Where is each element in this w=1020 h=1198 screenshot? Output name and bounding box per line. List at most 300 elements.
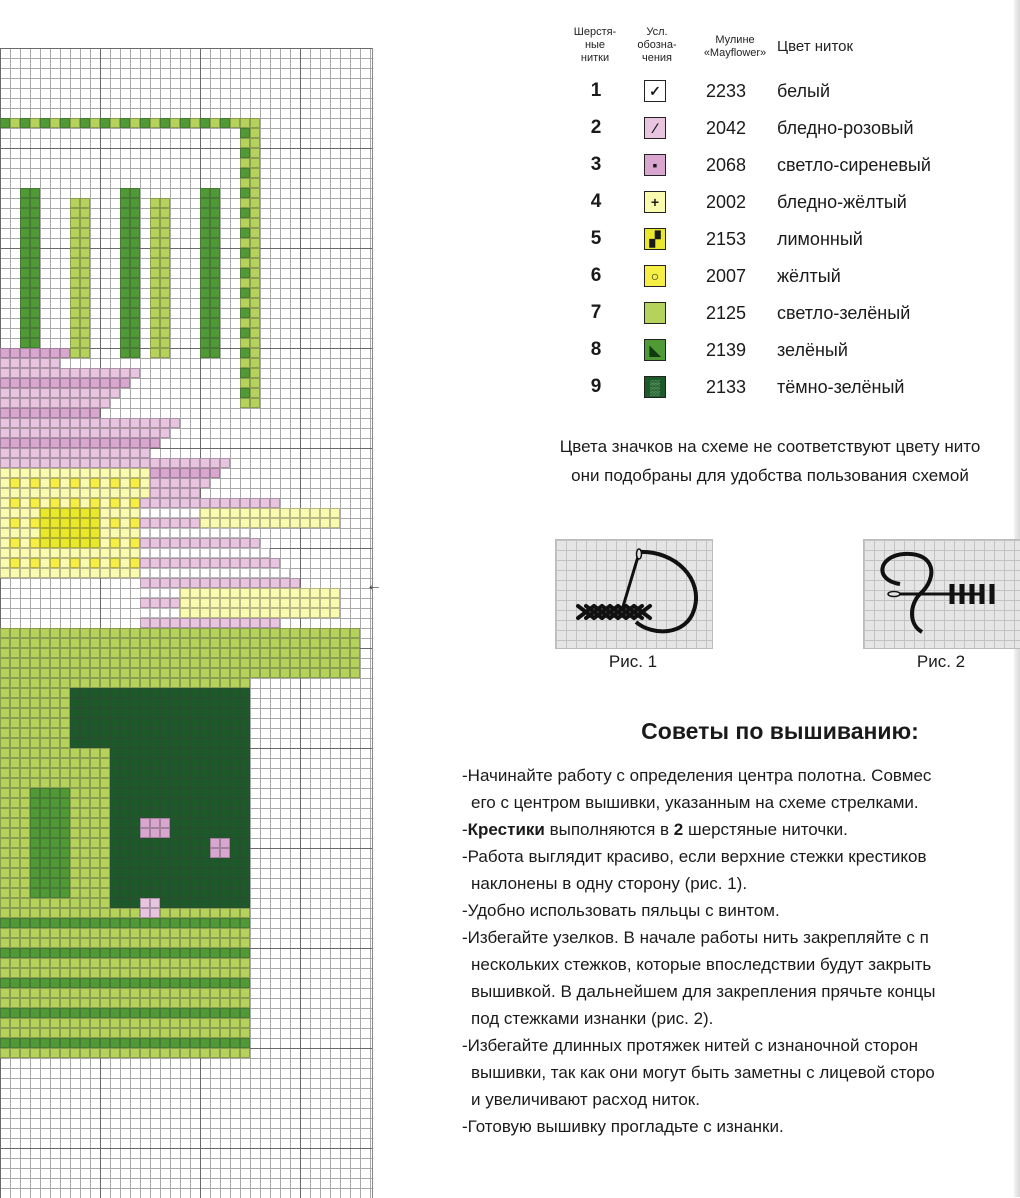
- stitch-cell: [20, 1008, 30, 1018]
- stitch-cell: [110, 738, 120, 748]
- stitch-cell: [240, 248, 250, 258]
- stitch-cell: [260, 648, 270, 658]
- stitch-cell: [80, 548, 90, 558]
- stitch-cell: [130, 908, 140, 918]
- stitch-cell: [230, 748, 240, 758]
- stitch-cell: [180, 678, 190, 688]
- stitch-cell: [140, 508, 150, 518]
- stitch-cell: [10, 908, 20, 918]
- stitch-cell: [170, 738, 180, 748]
- stitch-cell: [180, 648, 190, 658]
- stitch-cell: [180, 498, 190, 508]
- stitch-cell: [110, 118, 120, 128]
- stitch-cell: [230, 688, 240, 698]
- stitch-cell: [90, 1018, 100, 1028]
- stitch-cell: [180, 888, 190, 898]
- stitch-cell: [140, 458, 150, 468]
- stitch-cell: [200, 458, 210, 468]
- stitch-cell: [270, 578, 280, 588]
- stitch-cell: [190, 1008, 200, 1018]
- legend-number: 5: [590, 228, 602, 249]
- stitch-cell: [150, 658, 160, 668]
- stitch-cell: [80, 238, 90, 248]
- stitch-cell: [40, 1038, 50, 1048]
- stitch-cell: [140, 788, 150, 798]
- stitch-cell: [140, 618, 150, 628]
- stitch-cell: [160, 498, 170, 508]
- stitch-cell: [100, 838, 110, 848]
- stitch-cell: [240, 358, 250, 368]
- stitch-cell: [70, 408, 80, 418]
- stitch-cell: [200, 558, 210, 568]
- stitch-cell: [250, 598, 260, 608]
- stitch-cell: [220, 918, 230, 928]
- stitch-cell: [90, 728, 100, 738]
- stitch-cell: [200, 688, 210, 698]
- stitch-cell: [150, 328, 160, 338]
- stitch-cell: [310, 518, 320, 528]
- stitch-cell: [150, 948, 160, 958]
- stitch-cell: [190, 1028, 200, 1038]
- stitch-cell: [250, 198, 260, 208]
- stitch-cell: [60, 718, 70, 728]
- stitch-cell: [170, 468, 180, 478]
- stitch-cell: [140, 608, 150, 618]
- stitch-cell: [190, 608, 200, 618]
- stitch-cell: [190, 788, 200, 798]
- stitch-cell: [220, 528, 230, 538]
- stitch-cell: [210, 1038, 220, 1048]
- stitch-cell: [70, 1018, 80, 1028]
- stitch-cell: [110, 458, 120, 468]
- stitch-cell: [250, 538, 260, 548]
- stitch-cell: [50, 708, 60, 718]
- legend-color-name: тёмно-зелёный: [777, 377, 905, 397]
- stitch-cell: [140, 528, 150, 538]
- legend-number: 1: [590, 80, 602, 101]
- stitch-cell: [330, 638, 340, 648]
- legend-row: [560, 224, 990, 254]
- stitch-cell: [220, 838, 230, 848]
- stitch-cell: [140, 768, 150, 778]
- stitch-cell: [10, 918, 20, 928]
- stitch-cell: [210, 558, 220, 568]
- stitch-cell: [60, 958, 70, 968]
- stitch-cell: [250, 258, 260, 268]
- stitch-cell: [110, 678, 120, 688]
- stitch-cell: [10, 638, 20, 648]
- stitch-cell: [0, 868, 10, 878]
- stitch-cell: [70, 348, 80, 358]
- stitch-cell: [220, 908, 230, 918]
- figure-thread-securing-illustration: [863, 539, 1020, 649]
- stitch-cell: [130, 1038, 140, 1048]
- stitch-cell: [80, 1008, 90, 1018]
- stitch-cell: [150, 248, 160, 258]
- stitch-cell: [140, 898, 150, 908]
- stitch-cell: [320, 518, 330, 528]
- stitch-cell: [250, 168, 260, 178]
- needle-thread-under-stitches-icon: [864, 540, 1020, 648]
- stitch-cell: [250, 568, 260, 578]
- stitch-cell: [30, 238, 40, 248]
- stitch-cell: [180, 908, 190, 918]
- swatch-lemon-icon: [644, 228, 666, 250]
- stitch-cell: [30, 788, 40, 798]
- stitch-cell: [160, 538, 170, 548]
- stitch-cell: [90, 538, 100, 548]
- stitch-cell: [170, 638, 180, 648]
- stitch-cell: [140, 628, 150, 638]
- stitch-cell: [240, 1028, 250, 1038]
- stitch-cell: [10, 808, 20, 818]
- stitch-cell: [60, 708, 70, 718]
- stitch-cell: [140, 838, 150, 848]
- stitch-cell: [10, 528, 20, 538]
- stitch-cell: [90, 948, 100, 958]
- stitch-cell: [230, 538, 240, 548]
- legend-glyph: ○: [650, 268, 660, 284]
- stitch-cell: [230, 608, 240, 618]
- stitch-cell: [220, 498, 230, 508]
- stitch-cell: [60, 808, 70, 818]
- stitch-cell: [270, 498, 280, 508]
- stitch-cell: [140, 868, 150, 878]
- stitch-cell: [40, 488, 50, 498]
- stitch-cell: [60, 398, 70, 408]
- stitch-cell: [150, 928, 160, 938]
- stitch-cell: [180, 758, 190, 768]
- stitch-cell: [340, 668, 350, 678]
- stitch-cell: [120, 308, 130, 318]
- stitch-cell: [210, 938, 220, 948]
- legend-color-name: белый: [777, 81, 831, 101]
- stitch-cell: [30, 208, 40, 218]
- stitch-cell: [260, 608, 270, 618]
- stitch-cell: [260, 638, 270, 648]
- stitch-cell: [180, 998, 190, 1008]
- stitch-cell: [120, 468, 130, 478]
- stitch-cell: [190, 578, 200, 588]
- stitch-cell: [170, 778, 180, 788]
- stitch-cell: [160, 558, 170, 568]
- stitch-cell: [210, 698, 220, 708]
- stitch-cell: [160, 268, 170, 278]
- stitch-cell: [80, 978, 90, 988]
- stitch-cell: [150, 208, 160, 218]
- stitch-cell: [70, 318, 80, 328]
- stitch-cell: [80, 688, 90, 698]
- stitch-cell: [80, 298, 90, 308]
- stitch-cell: [110, 688, 120, 698]
- stitch-cell: [220, 998, 230, 1008]
- stitch-cell: [60, 908, 70, 918]
- stitch-cell: [100, 788, 110, 798]
- stitch-cell: [230, 848, 240, 858]
- stitch-cell: [240, 578, 250, 588]
- stitch-cell: [20, 318, 30, 328]
- stitch-cell: [20, 688, 30, 698]
- stitch-cell: [130, 948, 140, 958]
- stitch-cell: [110, 368, 120, 378]
- stitch-cell: [200, 218, 210, 228]
- stitch-cell: [0, 738, 10, 748]
- stitch-cell: [80, 778, 90, 788]
- stitch-cell: [180, 518, 190, 528]
- stitch-cell: [120, 708, 130, 718]
- stitch-cell: [250, 338, 260, 348]
- stitch-cell: [50, 538, 60, 548]
- stitch-cell: [10, 498, 20, 508]
- stitch-cell: [130, 968, 140, 978]
- stitch-cell: [160, 918, 170, 928]
- stitch-cell: [60, 458, 70, 468]
- stitch-cell: [10, 708, 20, 718]
- stitch-cell: [110, 1028, 120, 1038]
- stitch-cell: [10, 858, 20, 868]
- stitch-cell: [200, 258, 210, 268]
- stitch-cell: [170, 1048, 180, 1058]
- stitch-cell: [130, 458, 140, 468]
- stitch-cell: [0, 478, 10, 488]
- stitch-cell: [90, 418, 100, 428]
- stitch-cell: [60, 658, 70, 668]
- stitch-cell: [210, 808, 220, 818]
- stitch-cell: [220, 778, 230, 788]
- stitch-cell: [150, 258, 160, 268]
- stitch-cell: [220, 538, 230, 548]
- stitch-cell: [160, 868, 170, 878]
- stitch-cell: [70, 798, 80, 808]
- stitch-cell: [70, 268, 80, 278]
- stitch-cell: [230, 648, 240, 658]
- stitch-cell: [70, 298, 80, 308]
- stitch-cell: [140, 858, 150, 868]
- stitch-cell: [80, 988, 90, 998]
- stitch-cell: [120, 498, 130, 508]
- stitch-cell: [170, 678, 180, 688]
- stitch-cell: [130, 928, 140, 938]
- stitch-cell: [40, 708, 50, 718]
- stitch-cell: [80, 698, 90, 708]
- stitch-cell: [20, 678, 30, 688]
- stitch-cell: [40, 1008, 50, 1018]
- stitch-cell: [120, 478, 130, 488]
- stitch-cell: [120, 328, 130, 338]
- stitch-cell: [100, 418, 110, 428]
- stitch-cell: [240, 308, 250, 318]
- stitch-cell: [170, 988, 180, 998]
- stitch-cell: [180, 818, 190, 828]
- stitch-cell: [20, 928, 30, 938]
- stitch-cell: [40, 718, 50, 728]
- stitch-cell: [30, 188, 40, 198]
- stitch-cell: [130, 988, 140, 998]
- stitch-cell: [180, 858, 190, 868]
- stitch-cell: [250, 148, 260, 158]
- stitch-cell: [120, 858, 130, 868]
- stitch-cell: [110, 928, 120, 938]
- stitch-cell: [160, 338, 170, 348]
- stitch-cell: [80, 888, 90, 898]
- stitch-cell: [240, 818, 250, 828]
- stitch-cell: [150, 458, 160, 468]
- stitch-cell: [270, 628, 280, 638]
- stitch-cell: [130, 558, 140, 568]
- stitch-cell: [80, 398, 90, 408]
- stitch-cell: [130, 298, 140, 308]
- stitch-cell: [150, 988, 160, 998]
- stitch-cell: [120, 258, 130, 268]
- stitch-cell: [40, 378, 50, 388]
- stitch-cell: [0, 828, 10, 838]
- stitch-cell: [210, 1008, 220, 1018]
- stitch-cell: [210, 998, 220, 1008]
- stitch-cell: [190, 638, 200, 648]
- stitch-cell: [180, 938, 190, 948]
- stitch-cell: [230, 798, 240, 808]
- stitch-cell: [170, 848, 180, 858]
- stitch-cell: [210, 858, 220, 868]
- stitch-cell: [70, 668, 80, 678]
- stitch-cell: [40, 678, 50, 688]
- stitch-cell: [60, 518, 70, 528]
- stitch-cell: [90, 778, 100, 788]
- stitch-cell: [200, 998, 210, 1008]
- stitch-cell: [220, 718, 230, 728]
- stitch-cell: [150, 278, 160, 288]
- stitch-cell: [130, 268, 140, 278]
- stitch-cell: [100, 968, 110, 978]
- stitch-cell: [220, 938, 230, 948]
- stitch-cell: [190, 468, 200, 478]
- stitch-cell: [70, 628, 80, 638]
- stitch-cell: [20, 388, 30, 398]
- stitch-cell: [200, 678, 210, 688]
- tip-line: нескольких стежков, которые впоследствии будут закрыть: [471, 955, 932, 974]
- stitch-cell: [140, 568, 150, 578]
- stitch-cell: [80, 518, 90, 528]
- stitch-cell: [140, 578, 150, 588]
- stitch-cell: [20, 358, 30, 368]
- stitch-cell: [190, 808, 200, 818]
- stitch-cell: [0, 558, 10, 568]
- stitch-cell: [210, 868, 220, 878]
- stitch-cell: [20, 838, 30, 848]
- stitch-cell: [60, 768, 70, 778]
- stitch-cell: [0, 1008, 10, 1018]
- stitch-cell: [30, 628, 40, 638]
- tip-line: -Работа выглядит красиво, если верхние стежки крестиков: [462, 847, 927, 866]
- stitch-cell: [150, 818, 160, 828]
- stitch-cell: [70, 938, 80, 948]
- stitch-cell: [130, 278, 140, 288]
- stitch-cell: [70, 448, 80, 458]
- stitch-cell: [260, 628, 270, 638]
- stitch-cell: [40, 988, 50, 998]
- stitch-cell: [160, 638, 170, 648]
- stitch-cell: [40, 358, 50, 368]
- stitch-cell: [150, 628, 160, 638]
- stitch-cell: [230, 628, 240, 638]
- stitch-cell: [130, 628, 140, 638]
- stitch-cell: [290, 668, 300, 678]
- stitch-cell: [290, 598, 300, 608]
- stitch-cell: [230, 588, 240, 598]
- stitch-cell: [100, 808, 110, 818]
- stitch-cell: [140, 1048, 150, 1058]
- stitch-cell: [50, 568, 60, 578]
- stitch-cell: [80, 198, 90, 208]
- stitch-cell: [160, 208, 170, 218]
- stitch-cell: [110, 648, 120, 658]
- stitch-cell: [240, 848, 250, 858]
- stitch-cell: [90, 828, 100, 838]
- swatch-pale-yellow-icon: [644, 191, 666, 213]
- stitch-cell: [130, 328, 140, 338]
- stitch-cell: [250, 608, 260, 618]
- stitch-cell: [60, 888, 70, 898]
- stitch-cell: [130, 1018, 140, 1028]
- stitch-cell: [80, 678, 90, 688]
- stitch-cell: [120, 488, 130, 498]
- stitch-cell: [40, 878, 50, 888]
- stitch-cell: [310, 508, 320, 518]
- stitch-cell: [0, 378, 10, 388]
- stitch-cell: [0, 1018, 10, 1028]
- stitch-cell: [230, 1048, 240, 1058]
- stitch-cell: [250, 618, 260, 628]
- stitch-cell: [240, 978, 250, 988]
- stitch-cell: [200, 248, 210, 258]
- stitch-cell: [120, 938, 130, 948]
- stitch-cell: [210, 198, 220, 208]
- stitch-cell: [160, 858, 170, 868]
- stitch-cell: [230, 1018, 240, 1028]
- stitch-cell: [60, 368, 70, 378]
- stitch-cell: [130, 998, 140, 1008]
- stitch-cell: [210, 318, 220, 328]
- stitch-cell: [100, 1018, 110, 1028]
- stitch-cell: [20, 538, 30, 548]
- stitch-cell: [90, 498, 100, 508]
- stitch-cell: [120, 928, 130, 938]
- stitch-cell: [190, 728, 200, 738]
- stitch-cell: [90, 438, 100, 448]
- stitch-cell: [280, 648, 290, 658]
- stitch-cell: [190, 688, 200, 698]
- stitch-cell: [330, 628, 340, 638]
- stitch-cell: [150, 698, 160, 708]
- stitch-cell: [130, 1008, 140, 1018]
- stitch-cell: [90, 978, 100, 988]
- stitch-cell: [110, 788, 120, 798]
- stitch-cell: [200, 588, 210, 598]
- stitch-cell: [150, 608, 160, 618]
- stitch-cell: [130, 728, 140, 738]
- stitch-cell: [100, 378, 110, 388]
- stitch-cell: [30, 728, 40, 738]
- stitch-cell: [230, 598, 240, 608]
- stitch-cell: [170, 688, 180, 698]
- stitch-cell: [250, 118, 260, 128]
- stitch-cell: [220, 928, 230, 938]
- stitch-cell: [160, 1048, 170, 1058]
- stitch-cell: [70, 1048, 80, 1058]
- stitch-cell: [30, 698, 40, 708]
- stitch-cell: [0, 538, 10, 548]
- stitch-cell: [30, 478, 40, 488]
